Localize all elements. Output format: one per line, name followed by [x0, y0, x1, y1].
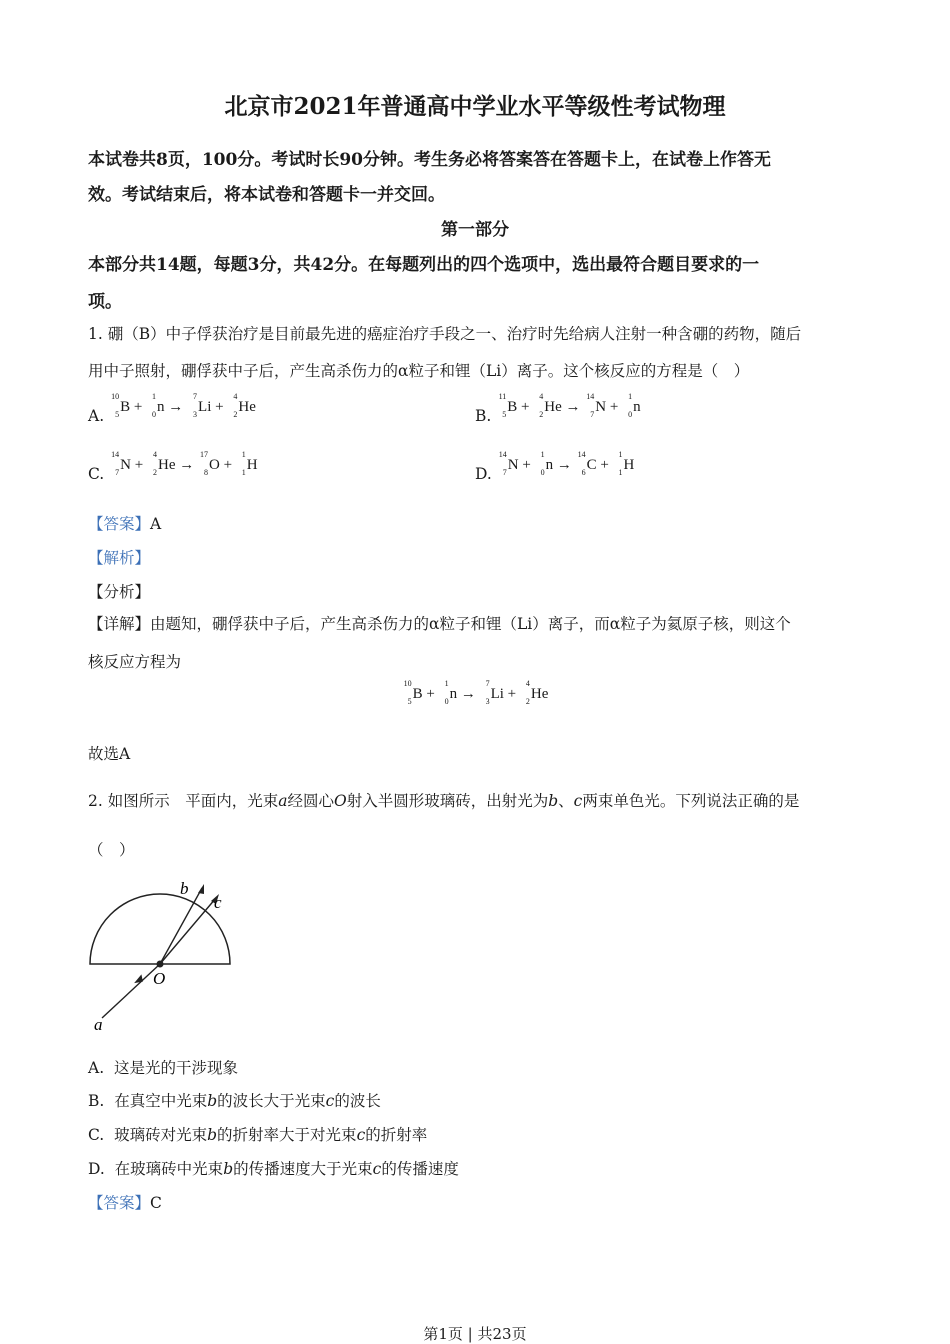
- nuclide-indices: [520, 679, 531, 706]
- operator: →: [561, 399, 585, 415]
- beam-a-line: [102, 964, 160, 1018]
- nuclide-indices: [147, 450, 158, 477]
- q1-detail-line-1: [88, 612, 791, 634]
- semicircle-glass: [90, 894, 230, 964]
- element-symbol: n: [545, 457, 554, 473]
- atomic-number: 3: [485, 697, 490, 706]
- mass-number: 1: [444, 679, 449, 688]
- mass-number: 11: [498, 392, 507, 401]
- atomic-number: 5: [502, 410, 507, 419]
- option-label: C.: [88, 1126, 105, 1144]
- var-b: b: [207, 1092, 218, 1110]
- nuclide-indices: [198, 450, 209, 477]
- option-text: 的折射率: [365, 1126, 428, 1144]
- nuclide-indices: [109, 450, 120, 477]
- part-title: 第一部分: [441, 220, 509, 240]
- nuclide: [198, 450, 220, 477]
- center-o: O: [333, 792, 347, 810]
- beam-a-arrowhead: [136, 976, 142, 982]
- operator: +: [517, 399, 534, 415]
- operator: +: [211, 399, 228, 415]
- q2-figure: [80, 870, 250, 1040]
- element-symbol: N: [507, 457, 519, 473]
- page-footer: 第1页 | 共23页: [423, 1325, 527, 1343]
- mass-number: 14: [586, 392, 595, 401]
- element-symbol: O: [208, 457, 220, 473]
- nuclide-indices: [402, 679, 413, 706]
- part-desc-line-1: 本部分共14题，每题3分，共42分。在每题列出的四个选项中，选出最符合题目要求的一: [88, 255, 760, 275]
- q1-stem-line-1: 1. 硼（B）中子俘获治疗是目前最先进的癌症治疗手段之一、治疗时先给病人注射一种含硼的药物，随后: [88, 325, 802, 343]
- atomic-number: 5: [115, 410, 120, 419]
- element-symbol: n: [157, 399, 165, 415]
- nuclide-indices: [584, 392, 595, 419]
- atomic-number: 0: [540, 468, 545, 477]
- var-c: c: [356, 1126, 366, 1144]
- nuclide: [520, 679, 549, 706]
- q1-conclusion: 故选A: [88, 745, 131, 763]
- nuclide: [439, 679, 458, 706]
- operator: →: [175, 457, 198, 473]
- nuclide: [109, 450, 132, 477]
- beam-c: c: [573, 792, 583, 810]
- atomic-number: 3: [193, 410, 198, 419]
- nuclide: [622, 392, 641, 419]
- mass-number: 4: [525, 679, 530, 688]
- nuclide-indices: [146, 392, 157, 419]
- equation: [109, 450, 258, 477]
- q1-equation: [0, 679, 950, 706]
- option-label: B.: [88, 1092, 105, 1110]
- answer-tag: 【答案】: [88, 1194, 151, 1212]
- mass-number: 1: [618, 450, 623, 459]
- nuclide: [236, 450, 258, 477]
- equation: [402, 679, 549, 706]
- nuclide-indices: [622, 392, 633, 419]
- nuclide: [496, 392, 518, 419]
- element-symbol: He: [157, 457, 176, 473]
- nuclide-indices: [480, 679, 491, 706]
- nuclide: [497, 450, 519, 477]
- stem-text: 经圆心: [287, 792, 334, 810]
- nuclide: [533, 392, 562, 419]
- q1-option-d: [475, 450, 635, 483]
- nuclide: [480, 679, 504, 706]
- q1-option-a: [88, 392, 256, 425]
- atomic-number: 8: [203, 468, 208, 477]
- nuclide-indices: [227, 392, 238, 419]
- mass-number: 1: [241, 450, 246, 459]
- operator: +: [422, 686, 439, 702]
- option-text: 的折射率大于对光束: [217, 1126, 357, 1144]
- mass-number: 14: [111, 450, 120, 459]
- mass-number: 10: [403, 679, 412, 688]
- nuclide: [227, 392, 256, 419]
- option-label: D.: [475, 465, 492, 483]
- atomic-number: 5: [407, 697, 412, 706]
- operator: +: [131, 457, 147, 473]
- stem-text: 射入半圆形玻璃砖，出射光为: [346, 792, 549, 810]
- atomic-number: 2: [525, 697, 530, 706]
- nuclide: [187, 392, 212, 419]
- mass-number: 1: [628, 392, 633, 401]
- option-text: 在玻璃砖中光束: [114, 1160, 224, 1178]
- q1-analysis-tag: 【解析】: [88, 549, 151, 567]
- stem-text: 两束单色光。下列说法正确的是: [582, 792, 800, 810]
- operator: +: [596, 457, 613, 473]
- intro-line-1: 本试卷共8页，100分。考试时长90分钟。考生务必将答案答在答题卡上，在试卷上作答无: [88, 150, 771, 170]
- detail-text: 由题知，硼俘获中子后，产生高杀伤力的α粒子和锂（Li）离子，而α粒子为氦原子核，则这个: [150, 615, 791, 633]
- element-symbol: He: [544, 399, 562, 415]
- q2-option-c: [88, 1123, 427, 1145]
- nuclide: [146, 392, 165, 419]
- beam-b-arrowhead: [198, 884, 204, 894]
- var-b: b: [207, 1126, 218, 1144]
- atomic-number: 1: [241, 468, 246, 477]
- operator: →: [164, 399, 188, 415]
- equation: [109, 392, 256, 419]
- q2-stem-line-1: [88, 789, 799, 811]
- mass-number: 4: [539, 392, 544, 401]
- nuclide-indices: [109, 392, 120, 419]
- option-text: 这是光的干涉现象: [113, 1059, 238, 1077]
- atomic-number: 1: [618, 468, 623, 477]
- option-text: 的传播速度大于光束: [233, 1160, 373, 1178]
- q2-option-a: [88, 1056, 238, 1078]
- q2-option-d: [88, 1157, 459, 1179]
- atomic-number: 7: [590, 410, 595, 419]
- nuclide-indices: [535, 450, 546, 477]
- atomic-number: 6: [581, 468, 586, 477]
- beam-c-line: [160, 898, 216, 964]
- q1-fenxi-tag: 【分析】: [88, 583, 151, 601]
- q1-answer: [88, 512, 161, 534]
- nuclide: [109, 392, 131, 419]
- nuclide-indices: [533, 392, 544, 419]
- nuclide-indices: [496, 392, 507, 419]
- var-c: c: [372, 1160, 382, 1178]
- operator: +: [606, 399, 623, 415]
- nuclide-indices: [576, 450, 587, 477]
- beam-b: b: [548, 792, 559, 810]
- atomic-number: 2: [539, 410, 544, 419]
- option-text: 的传播速度: [381, 1160, 459, 1178]
- atomic-number: 0: [628, 410, 633, 419]
- stem-text: 2. 如图所示 平面内，光束: [88, 792, 279, 810]
- mass-number: 7: [485, 679, 490, 688]
- nuclide-indices: [439, 679, 450, 706]
- element-symbol: H: [623, 457, 635, 473]
- mass-number: 7: [193, 392, 198, 401]
- atomic-number: 0: [152, 410, 157, 419]
- page-title: 北京市2021年普通高中学业水平等级性考试物理: [224, 93, 726, 120]
- mass-number: 14: [498, 450, 507, 459]
- mass-number: 14: [577, 450, 586, 459]
- var-c: c: [325, 1092, 335, 1110]
- beam-b-line: [160, 888, 202, 964]
- option-label: D.: [88, 1160, 105, 1178]
- detail-tag: 【详解】: [88, 615, 151, 633]
- element-symbol: Li: [198, 399, 212, 415]
- mass-number: 10: [111, 392, 120, 401]
- answer-value: A: [150, 515, 162, 533]
- atomic-number: 0: [444, 697, 449, 706]
- q1-stem-line-2: 用中子照射，硼俘获中子后，产生高杀伤力的α粒子和锂（Li）离子。这个核反应的方程是（ ）: [88, 362, 750, 380]
- element-symbol: He: [530, 686, 549, 702]
- option-text: 的波长: [334, 1092, 381, 1110]
- atomic-number: 7: [502, 468, 507, 477]
- nuclide: [147, 450, 176, 477]
- nuclide: [402, 679, 423, 706]
- nuclide: [535, 450, 554, 477]
- option-text: 的波长大于光束: [217, 1092, 326, 1110]
- label-o: O: [153, 969, 166, 988]
- beam-a: a: [278, 792, 288, 810]
- q2-stem-line-2: （ ）: [88, 841, 135, 859]
- element-symbol: C: [586, 457, 597, 473]
- element-symbol: N: [120, 457, 132, 473]
- center-point: [157, 961, 164, 968]
- intro-line-2: 效。考试结束后，将本试卷和答题卡一并交回。: [88, 185, 445, 205]
- option-label: C.: [88, 465, 105, 483]
- operator: →: [553, 457, 576, 473]
- nuclide-indices: [187, 392, 198, 419]
- q2-answer: [88, 1191, 162, 1213]
- mass-number: 17: [199, 450, 208, 459]
- operator: +: [219, 457, 236, 473]
- element-symbol: B: [412, 686, 423, 702]
- nuclide-indices: [613, 450, 624, 477]
- mass-number: 1: [152, 392, 157, 401]
- var-b: b: [223, 1160, 234, 1178]
- q2-option-b: [88, 1089, 381, 1111]
- option-label: B.: [475, 407, 492, 425]
- operator: +: [518, 457, 535, 473]
- label-c: c: [214, 893, 222, 912]
- element-symbol: Li: [490, 686, 504, 702]
- atomic-number: 2: [233, 410, 238, 419]
- mass-number: 4: [152, 450, 157, 459]
- nuclide: [613, 450, 635, 477]
- q1-option-c: [88, 450, 258, 483]
- operator: +: [503, 686, 520, 702]
- equation: [497, 450, 635, 477]
- nuclide: [576, 450, 597, 477]
- answer-value: C: [150, 1194, 162, 1212]
- element-symbol: N: [595, 399, 607, 415]
- atomic-number: 7: [115, 468, 120, 477]
- equation: [496, 392, 641, 419]
- mass-number: 1: [540, 450, 545, 459]
- element-symbol: B: [507, 399, 518, 415]
- part-desc-line-2: 项。: [88, 292, 122, 312]
- answer-tag: 【答案】: [88, 515, 151, 533]
- mass-number: 4: [233, 392, 238, 401]
- option-label: A.: [88, 1059, 105, 1077]
- option-label: A.: [88, 407, 105, 425]
- q1-detail-line-2: 核反应方程为: [88, 653, 182, 671]
- atomic-number: 2: [152, 468, 157, 477]
- nuclide-indices: [497, 450, 508, 477]
- option-text: 玻璃砖对光束: [114, 1126, 208, 1144]
- element-symbol: B: [120, 399, 131, 415]
- operator: →: [457, 686, 480, 702]
- element-symbol: n: [633, 399, 641, 415]
- separator: 、: [558, 792, 574, 810]
- q1-option-b: [475, 392, 641, 425]
- nuclide-indices: [236, 450, 247, 477]
- element-symbol: H: [246, 457, 258, 473]
- label-a: a: [94, 1015, 103, 1034]
- option-text: 在真空中光束: [114, 1092, 208, 1110]
- nuclide: [584, 392, 607, 419]
- element-symbol: n: [449, 686, 458, 702]
- operator: +: [130, 399, 147, 415]
- element-symbol: He: [238, 399, 256, 415]
- label-b: b: [180, 879, 189, 898]
